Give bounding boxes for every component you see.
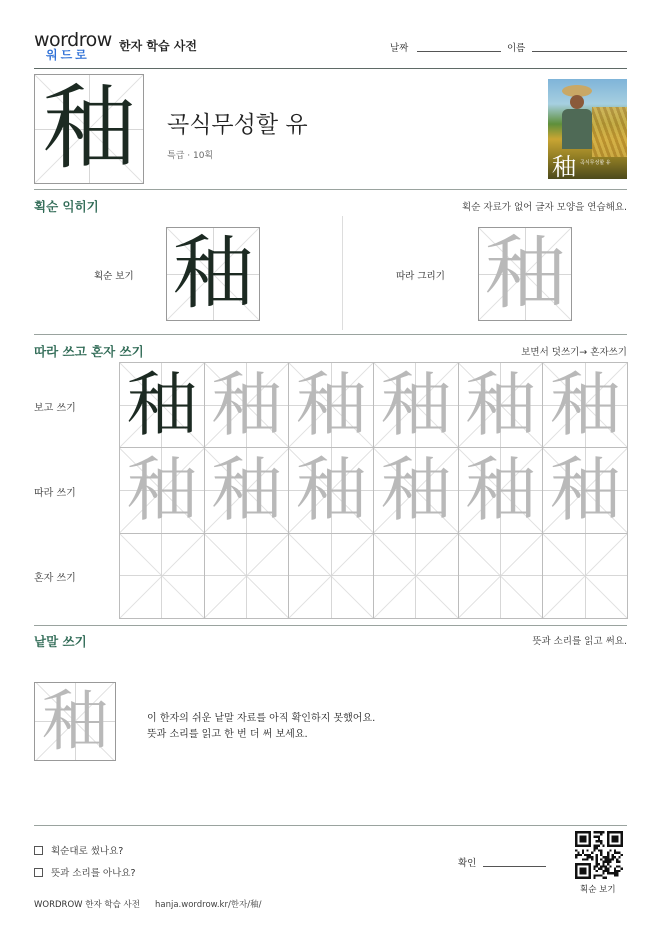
logo-sub: 워드로: [46, 48, 90, 62]
thumb-char: 秞: [552, 153, 576, 179]
trace-char: 秞: [465, 449, 536, 532]
footer-brand: WORDROW 한자 학습 사전: [34, 900, 140, 910]
hero-illustration: [548, 79, 627, 179]
stroke-view-label: 획순 보기: [94, 271, 134, 282]
header-divider: [34, 68, 627, 69]
practice-cell[interactable]: [204, 447, 290, 533]
qr-caption: 획순 보기: [580, 885, 616, 895]
practice-cell[interactable]: [204, 533, 290, 619]
checkbox-1[interactable]: [34, 846, 43, 855]
hero-divider: [34, 189, 627, 190]
practice-cell[interactable]: [542, 362, 628, 448]
practice-row-label-2: 따라 쓰기: [34, 488, 76, 499]
trace-char: 秞: [296, 364, 367, 447]
stroke-view-char: 秞: [173, 227, 253, 320]
word-line-1: 이 한자의 쉬운 낱말 자료를 아직 확인하지 못했어요.: [147, 713, 376, 724]
qr-code[interactable]: [575, 831, 623, 879]
stroke-section-title: 획순 익히기: [34, 199, 99, 214]
stroke-section-divider: [34, 334, 627, 335]
stroke-divider: [342, 216, 343, 330]
check-1-label: 획순대로 썼나요?: [51, 846, 124, 857]
model-char: 秞: [126, 364, 197, 447]
checkbox-2[interactable]: [34, 868, 43, 877]
practice-cell[interactable]: [119, 533, 205, 619]
confirm-line[interactable]: [483, 866, 546, 867]
trace-char: 秞: [296, 449, 367, 532]
word-section-note: 뜻과 소리를 읽고 써요.: [532, 636, 627, 647]
word-trace-char: 秞: [42, 682, 108, 760]
stroke-trace-char: 秞: [485, 227, 565, 320]
trace-char: 秞: [380, 449, 451, 532]
hero-meaning: 곡식무성할 유: [167, 112, 308, 138]
practice-cell[interactable]: [119, 447, 205, 533]
practice-section-note: 보면서 덧쓰기→ 혼자쓰기: [521, 347, 627, 358]
practice-row-label-3: 혼자 쓰기: [34, 573, 76, 584]
practice-section-title: 따라 쓰고 혼자 쓰기: [34, 344, 144, 359]
confirm-label: 확인: [458, 858, 477, 869]
check-2-label: 뜻과 소리를 아나요?: [51, 868, 136, 879]
hero-sub: 특급 · 10획: [167, 151, 214, 161]
trace-char: 秞: [211, 364, 282, 447]
word-section-title: 낱말 쓰기: [34, 634, 87, 649]
trace-char: 秞: [211, 449, 282, 532]
stroke-trace-box[interactable]: [478, 227, 572, 321]
stroke-view-box[interactable]: [166, 227, 260, 321]
trace-char: 秞: [550, 449, 621, 532]
footer-url[interactable]: hanja.wordrow.kr/한자/秞/: [155, 900, 262, 910]
practice-cell[interactable]: [288, 447, 374, 533]
check-stroke-order[interactable]: [34, 843, 123, 857]
practice-cell[interactable]: [288, 362, 374, 448]
stroke-section-note: 획순 자료가 없어 글자 모양을 연습해요.: [462, 202, 627, 213]
word-line-2: 뜻과 소리를 읽고 한 번 더 써 보세요.: [147, 729, 308, 740]
practice-cell[interactable]: [204, 362, 290, 448]
logo-word: wordrow: [34, 29, 112, 51]
name-label: 이름: [507, 43, 526, 54]
trace-char: 秞: [126, 449, 197, 532]
practice-cell[interactable]: [373, 362, 459, 448]
practice-row-label-1: 보고 쓰기: [34, 403, 76, 414]
date-line[interactable]: [417, 51, 501, 52]
hero-char: 秞: [42, 75, 135, 182]
footer-divider: [34, 825, 627, 826]
trace-char: 秞: [380, 364, 451, 447]
practice-cell[interactable]: [542, 447, 628, 533]
hero-char-box: [34, 74, 144, 184]
practice-cell[interactable]: [373, 447, 459, 533]
date-label: 날짜: [390, 43, 409, 54]
thumb-caption: 곡식무성할 유: [580, 160, 611, 166]
stroke-trace-label: 따라 그리기: [396, 271, 445, 282]
practice-cell[interactable]: [288, 533, 374, 619]
practice-cell[interactable]: [458, 362, 544, 448]
practice-cell[interactable]: [119, 362, 205, 448]
trace-char: 秞: [550, 364, 621, 447]
practice-cell[interactable]: [373, 533, 459, 619]
name-line[interactable]: [532, 51, 627, 52]
trace-char: 秞: [465, 364, 536, 447]
practice-cell[interactable]: [458, 447, 544, 533]
logo: [34, 30, 114, 66]
practice-section-divider: [34, 625, 627, 626]
practice-cell[interactable]: [542, 533, 628, 619]
word-char-box[interactable]: [34, 682, 116, 761]
practice-grid: [119, 362, 627, 618]
header-title: 한자 학습 사전: [119, 39, 197, 53]
practice-cell[interactable]: [458, 533, 544, 619]
check-meaning[interactable]: [34, 865, 136, 879]
